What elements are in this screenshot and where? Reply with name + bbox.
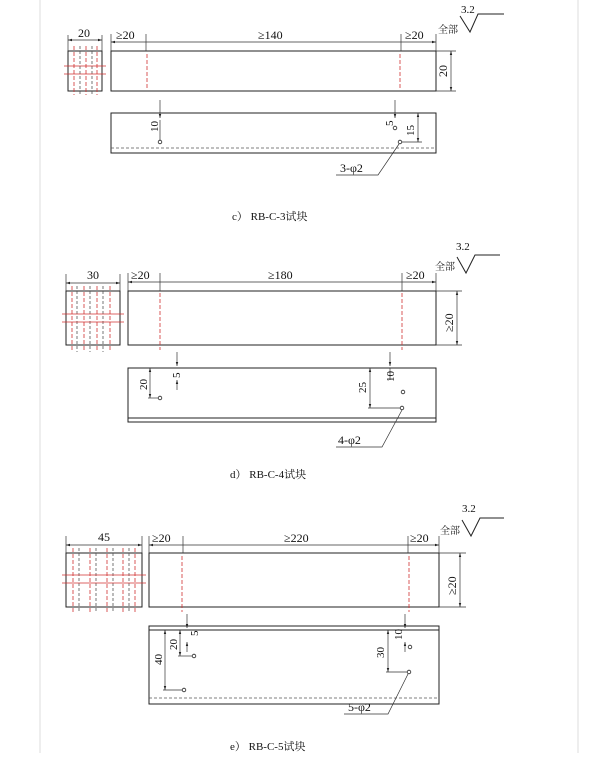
- side-width-e: 45: [98, 530, 110, 544]
- hole-dim-e-4: 10: [393, 629, 405, 640]
- drawing-rb-c-4: [62, 241, 500, 481]
- drawing-rb-c-5: [62, 503, 504, 753]
- roughness-value-d: 3.2: [456, 241, 470, 253]
- side-view-d: [62, 268, 124, 352]
- roughness-symbol-d: [435, 241, 500, 273]
- hole-dim-c-2: 5: [384, 120, 396, 126]
- hole-dim-e-5: 30: [375, 647, 387, 658]
- hole-dim-c-3: 15: [405, 125, 417, 136]
- roughness-label-e: 全部: [440, 526, 460, 537]
- holes-label-c: 3-φ2: [340, 161, 363, 175]
- end-right-d: ≥20: [406, 268, 425, 282]
- roughness-value-c: 3.2: [461, 4, 475, 16]
- roughness-symbol-c: [438, 4, 504, 36]
- holes-label-e: 5-φ2: [348, 700, 371, 714]
- end-left-c: ≥20: [116, 28, 135, 42]
- end-right-e: ≥20: [410, 531, 429, 545]
- top-view-d: [128, 268, 462, 350]
- end-right-c: ≥20: [405, 28, 424, 42]
- height-e: ≥20: [445, 576, 459, 595]
- hole-dim-e-2: 20: [168, 639, 180, 650]
- front-view-e: [149, 614, 439, 714]
- drawing-rb-c-3: [64, 4, 504, 223]
- front-view-c: [111, 100, 436, 175]
- roughness-label-c: 全部: [438, 25, 458, 36]
- roughness-symbol-e: [440, 503, 504, 537]
- hole-dim-e-1: 5: [189, 630, 201, 636]
- caption-d: d） RB-C-4试块: [230, 469, 307, 481]
- height-c: 20: [436, 65, 450, 77]
- caption-c: c） RB-C-3试块: [232, 211, 308, 223]
- side-width-d: 30: [87, 268, 99, 282]
- hole-dim-e-3: 40: [153, 654, 165, 665]
- side-width-c: 20: [78, 26, 90, 40]
- side-view-e: [62, 530, 146, 612]
- mid-len-d: ≥180: [268, 268, 293, 282]
- side-view-c: [64, 26, 106, 95]
- height-d: ≥20: [442, 313, 456, 332]
- hole-dim-d-2: 20: [138, 379, 150, 390]
- end-left-e: ≥20: [152, 531, 171, 545]
- front-view-d: [128, 352, 436, 447]
- end-left-d: ≥20: [131, 268, 150, 282]
- hole-dim-d-4: 25: [357, 382, 369, 393]
- mid-len-c: ≥140: [258, 28, 283, 42]
- roughness-label-d: 全部: [435, 262, 455, 273]
- holes-label-d: 4-φ2: [338, 433, 361, 447]
- roughness-value-e: 3.2: [462, 503, 476, 515]
- top-view-e: [149, 531, 466, 612]
- top-view-c: [111, 28, 456, 91]
- caption-e: e） RB-C-5试块: [230, 741, 306, 753]
- hole-dim-d-3: 10: [385, 371, 397, 382]
- hole-dim-c-1: 10: [149, 121, 161, 132]
- hole-dim-d-1: 5: [171, 372, 183, 378]
- mid-len-e: ≥220: [284, 531, 309, 545]
